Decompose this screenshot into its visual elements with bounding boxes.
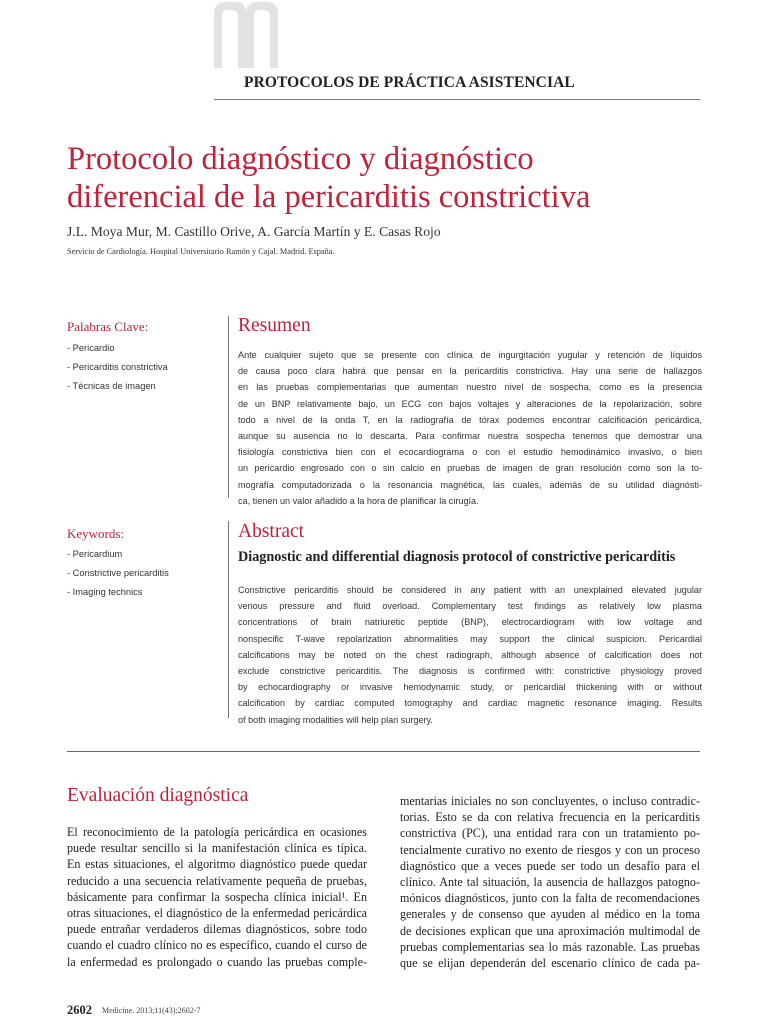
body-section-title: Evaluación diagnóstica: [67, 785, 249, 806]
resumen-text: [238, 347, 702, 509]
keyword-item: - Constrictive pericarditis: [67, 568, 169, 578]
title-line: Protocolo diagnóstico y diagnóstico: [67, 141, 534, 177]
header-rule: [214, 99, 700, 100]
body-line: generales y de consenso que ayuden al médico en la toma: [400, 907, 700, 922]
abstract-line: nonspecific T-wave repolarization abnormalities may support the clinical suspicion. Pericardial: [238, 633, 702, 644]
body-line: la enfermedad es prolongado o cuando las pruebas comple-: [67, 954, 367, 969]
medicine-m-logo-icon: [214, 0, 278, 68]
authors: J.L. Moya Mur, M. Castillo Orive, A. García Martín y E. Casas Rojo: [67, 224, 441, 239]
title-line: diferencial de la pericarditis constrictiva: [67, 179, 591, 215]
keyword-item: - Técnicas de imagen: [67, 381, 156, 391]
resumen-line: Ante cualquier sujeto que se presente con clínica de ingurgitación yugular y retención de líquidos: [238, 350, 702, 360]
section-rule: [67, 751, 700, 752]
abstract-line: concentrations of brain natriuretic peptide (BNP), electrocardiogram with low voltage and: [238, 617, 702, 628]
body-line: puede entrañar verdaderos dilemas diagnósticos, sobre todo: [67, 922, 367, 937]
body-line: tencialmente curativo no exento de riesgos y con un proceso: [400, 842, 700, 857]
citation: Medicine. 2013;11(43):2602-7: [102, 1006, 201, 1015]
abstract-line: of both imaging modalities will help plan surgery.: [238, 714, 433, 725]
keyword-item: - Pericardium: [67, 549, 123, 559]
keywords-en-heading: Keywords:: [67, 526, 125, 541]
page-number: 2602: [67, 1003, 92, 1017]
affiliation: Servicio de Cardiología. Hospital Universitario Ramón y Cajal. Madrid. España.: [67, 247, 335, 256]
body-line: básicamente para confirmar la sospecha clínica inicial¹. En: [67, 889, 367, 904]
body-line: torias. Esto se da con relativa frecuencia en la pericarditis: [400, 810, 700, 825]
abstract-line: calcifications may be noted on the chest radiograph, although absence of calcification does not: [238, 649, 702, 660]
abstract-line: venous pressure and fluid overload. Complementary test findings as relatively low plasma: [238, 601, 702, 612]
body-line: El reconocimiento de la patología pericárdica en ocasiones: [67, 825, 367, 839]
body-left-column: [67, 824, 367, 970]
article-title: [67, 140, 707, 216]
resumen-heading: Resumen: [238, 315, 311, 336]
body-line: cuando el cuadro clínico no es específico, cuando el curso de: [67, 938, 367, 953]
keywords-en-list: [67, 545, 169, 602]
resumen-line: ca, tienen un valor añadido a la hora de planificar la cirugía.: [238, 495, 479, 506]
body-line: pruebas complementarias sea lo más razonable. Las pruebas: [400, 939, 700, 954]
body-line: clínico. Ante tal situación, la ausencia de hallazgos patogno-: [400, 875, 700, 890]
section-header: PROTOCOLOS DE PRÁCTICA ASISTENCIAL: [244, 74, 575, 91]
resumen-line: mografía computadorizada o la resonancia magnética, las cuales, además de su utilidad diagnósti-: [238, 479, 702, 490]
body-line: otras situaciones, el diagnóstico de la enfermedad pericárdica: [67, 906, 367, 921]
keyword-item: - Imaging technics: [67, 587, 143, 597]
abstract-line: exclude constrictive pericarditis. The diagnosis is confirmed with: constrictive physiology proved: [238, 666, 702, 677]
body-line: que se elijan dependerán del escenario clínico de cada pa-: [400, 956, 700, 971]
abstract-line: by echocardiography or invasive hemodynamic study, or pericardial thickening with or without: [238, 682, 702, 693]
body-line: constrictiva (PC), una entidad rara con un tratamiento po-: [400, 826, 700, 841]
resumen-line: en las pruebas complementarias que aumentan nuestro nivel de sospecha, como es la presencia: [238, 382, 702, 393]
body-line: mónicos diagnósticos, junto con la falta de recomendaciones: [400, 891, 700, 906]
keyword-item: - Pericarditis constrictiva: [67, 362, 168, 372]
body-line: de decisiones explican que una aproximación multimodal de: [400, 923, 700, 938]
keyword-item: - Pericardio: [67, 343, 115, 353]
abstract-line: Constrictive pericarditis should be considered in any patient with an unexplained elevated jugular: [238, 585, 702, 595]
body-line: reducido a una secuencia relativamente pequeña de pruebas,: [67, 873, 367, 888]
keywords-es-list: [67, 339, 168, 396]
abstract-line: calcification by cardiac computed tomography and cardiac magnetic resonance imaging. Results: [238, 698, 702, 709]
body-line: diagnóstico que a veces puede ser todo un desafío para el: [400, 858, 700, 873]
abstract-text: [238, 582, 702, 728]
keywords-es-heading: Palabras Clave:: [67, 319, 149, 334]
body-line: mentarias iniciales no son concluyentes, o incluso contradic-: [400, 794, 700, 808]
body-line: En estas situaciones, el algoritmo diagnóstico puede quedar: [67, 857, 367, 872]
resumen-line: todo a nivel de la onda T, en la radiografía de tórax podemos encontrar calcificación pericárdica,: [238, 414, 702, 425]
resumen-line: fisiología constrictiva bien con el ecocardiograma o con el estudio hemodinámico invasivo, o bien: [238, 447, 702, 458]
body-line: puede resultar sencillo si la manifestación clínica es típica.: [67, 841, 367, 856]
column-divider: [228, 316, 229, 498]
resumen-line: un pericardio engrosado con o sin calcio en pruebas de imagen de gran resolución como son la to-: [238, 463, 702, 474]
resumen-line: de causa poco clara habrá que pensar en la pericarditis constrictiva. Hay una serie de hallazgos: [238, 366, 702, 377]
abstract-heading: Abstract: [238, 521, 305, 542]
body-right-column: [400, 793, 700, 971]
resumen-line: aunque su ausencia no lo descarta. Para confirmar nuestra sospecha tenemos que demostrar una: [238, 431, 702, 442]
resumen-line: de un BNP relativamente bajo, un ECG con bajos voltajes y alteraciones de la repolarización, sobre: [238, 398, 702, 409]
column-divider: [228, 521, 229, 718]
abstract-subtitle: Diagnostic and differential diagnosis protocol of constrictive pericarditis: [238, 549, 676, 565]
